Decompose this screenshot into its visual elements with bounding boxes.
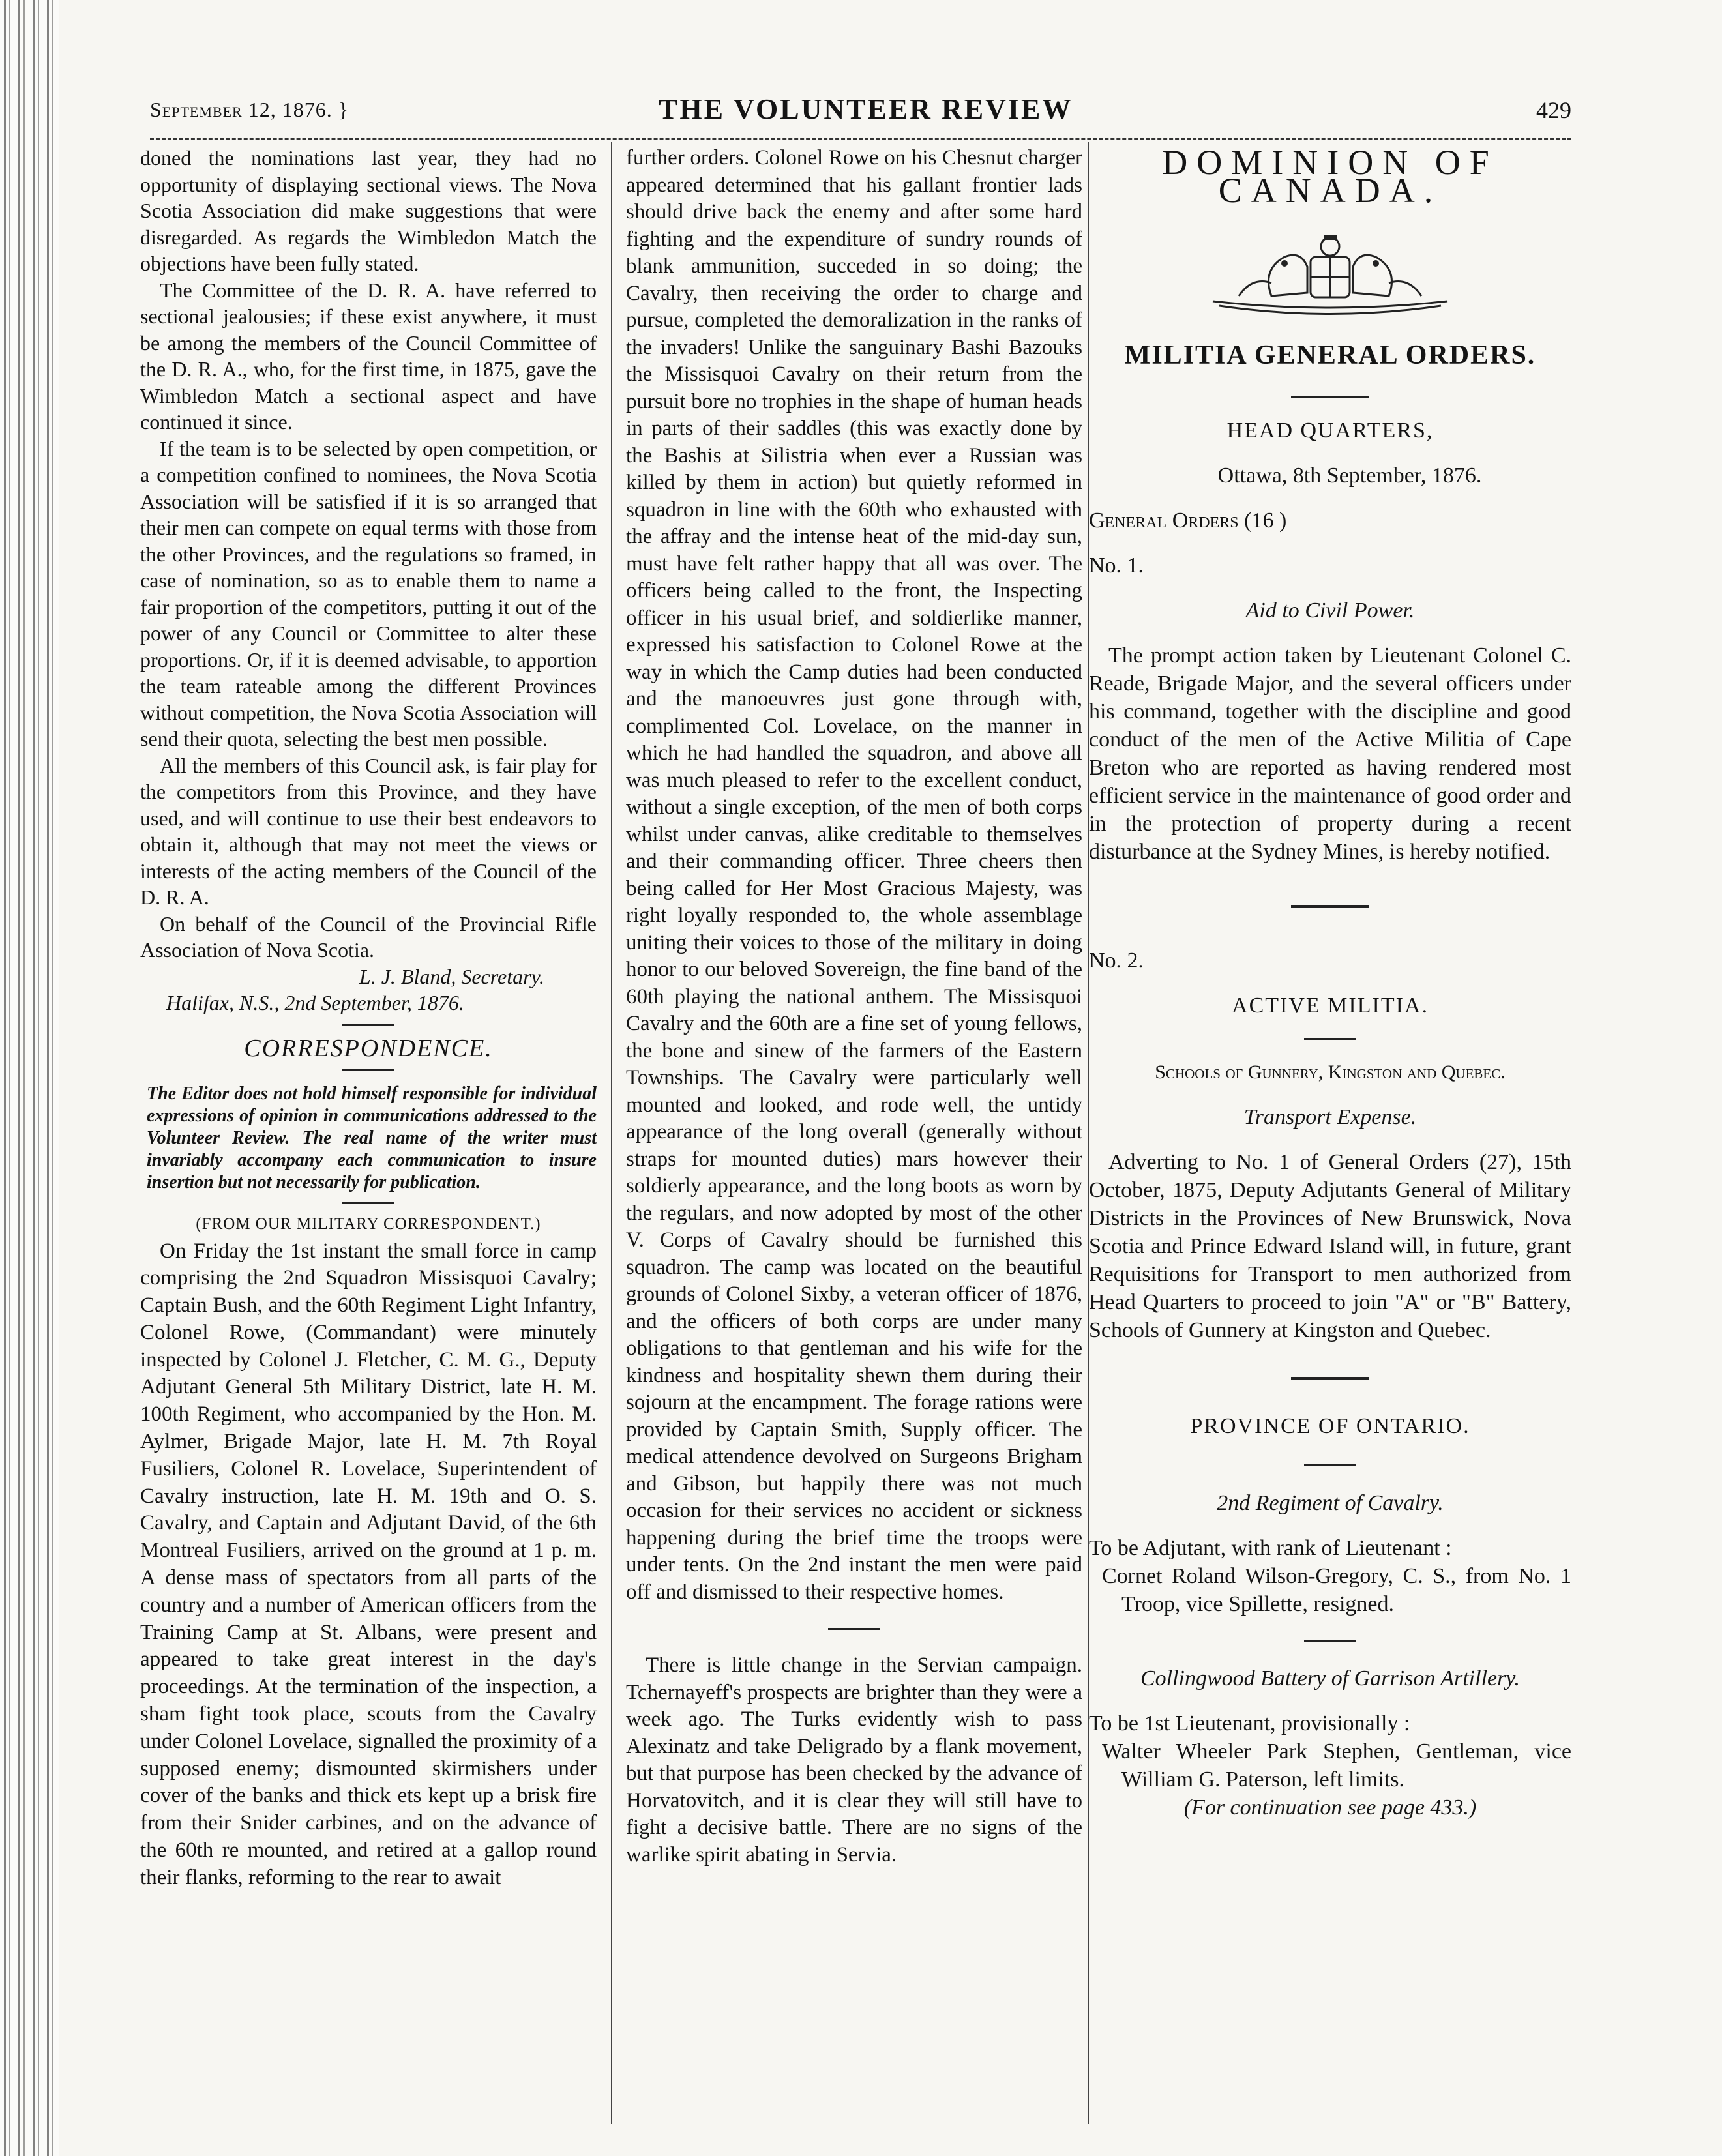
page-number: 429 (1536, 97, 1571, 123)
paragraph: There is little change in the Servian campaign. Tchernayeff's prospects are brighter than they were a week ago. The Turks evidently wish to pass Alexinatz and take Deligrado by a flank movement, but that purpose has been checked by the advance of Horvatovitch, and it is clear they will still have to fight a decisive battle. There are no signs of the warlike spirit abating in Servia. (626, 1653, 1082, 1867)
paragraph: On behalf of the Council of the Provincial Rifle Association of Nova Scotia. (140, 911, 597, 962)
head-quarters: HEAD QUARTERS, (1226, 419, 1434, 443)
appointment-name: Cornet Roland Wilson-Gregory, C. S., from No. 1 Troop, vice Spillette, resigned. (1102, 1564, 1571, 1616)
editor-note: The Editor does not hold himself responsible for individual expressions of opinion in communications addressed to the Volunteer Review. The real name of the writer must invariably accompany each communication to insure insertion but not necessarily for publication. (147, 1084, 597, 1192)
column-1 (140, 145, 597, 1892)
issue-date: September 12, 1876. } (150, 98, 349, 121)
hq-date: Ottawa, 8th September, 1876. (1217, 464, 1482, 488)
paragraph: If the team is to be selected by open competition, or a competition confined to nominees, the Nova Scotia Association will be satisfied if it is so arranged that their men can compete on equal terms with those from the other Provinces, and the regulations so framed, in case of nomination, so as to enable them to name a fair proportion of the competitors, putting it out of the power of any Council or Committee to alter these proportions. Or, if it is deemed advisable, to apportion the team rateable among the different Provinces without competition, the Nova Scotia Association will send their quota, selecting the best men possible. (140, 436, 597, 750)
page-binding-edge (0, 0, 59, 2156)
byline: (FROM OUR MILITARY CORRESPONDENT.) (196, 1215, 541, 1233)
section-rule (1304, 1640, 1356, 1642)
paragraph: further orders. Colonel Rowe on his Chesnut charger appeared determined that his gallant frontier lads should drive back the enemy and after some hard fighting and the expenditure of sundry rounds of blank ammunition, succeded in so doing; the Cavalry, then receiving the order to charge and pursue, completed the demoralization in the ranks of the invaders! Unlike the sanguinary Bashi Bazouks the Missisquoi Cavalry on their return from the pursuit bore no trophies in the shape of human heads in parts of their saddles (this was exactly done by the Bashis at Silistria when ever a Russian was killed by them in action) but quietly reformed in squadron in line with the 60th who exhausted with the affray and the intense heat of the mid-day sun, must have felt rather happy that all was over. The officers being called to the front, the Inspecting officer in his usual brief, and soldierlike manner, expressed his satisfaction to Colonel Rowe at the way in which the Camp duties had been conducted and the manoeuvres just gone through with, complimented Col. Lovelace, on the manner in which he had handled the squadron, and above all was much pleased to refer to the excellent conduct, without a single exception, of the men of both corps whilst under canvas, alike creditable to themselves and their commanding officer. Three cheers then being called for Her Most Gracious Majesty, was right loyally responded to, the whole assemblage uniting their voices to those of the military in doing honor to our beloved Sovereign, the fine band of the 60th playing the national anthem. The Missisquoi Cavalry and the 60th are a fine set of young fellows, the bone and sinew of the farmers of the Eastern Townships. The Cavalry were particularly well mounted and looked, and rode well, the untidy appearance of the long overall (generally without straps for mounted duties) mars however their soldierly appearance, and the long boots as worn by the regulars, and now adopted by most of the other V. Corps of Cavalry should be furnished this squadron. The camp was located on the beautiful grounds of Colonel Sixby, a veteran officer of 1876, and the officers of both corps are under many obligations to that gentleman and his wife for the kindness and hospitality shewn them during their sojourn at the encampment. The forage rations were provided by Captain Smith, Supply officer. The medical attendence devolved on Surgeons Brigham and Gibson, but happily there was not much occasion for their services no accident or sickness happening during the brief time the troops were under tents. On the 2nd instant the men were paid off and dismissed to their respective homes. (626, 146, 1082, 1604)
newspaper-title: THE VOLUNTEER REVIEW (659, 93, 1073, 125)
transport-heading: Transport Expense. (1243, 1105, 1417, 1129)
province-heading: PROVINCE OF ONTARIO. (1190, 1414, 1470, 1438)
battery-heading: Collingwood Battery of Garrison Artillery. (1140, 1666, 1521, 1691)
order-text: The prompt action taken by Lieutenant Colonel C. Reade, Brigade Major, and the several officers under his command, together with the discipline and good conduct of the men of the Active Militia of Cape Breton who are reported as having rendered most efficient service in the maintenance of good order and in the protection of property during a recent disturbance at the Sydney Mines, is hereby notified. (1089, 643, 1571, 864)
section-heading: CORRESPONDENCE. (244, 1034, 493, 1062)
section-rule (828, 1628, 880, 1630)
appointment-name: Walter Wheeler Park Stephen, Gentleman, vice William G. Paterson, left limits. (1102, 1739, 1571, 1792)
active-militia-heading: ACTIVE MILITIA. (1232, 994, 1429, 1018)
place-date: Halifax, N.S., 2nd September, 1876. (166, 991, 464, 1014)
order-text: Adverting to No. 1 of General Orders (27), 15th October, 1875, Deputy Adjutants General of Military Districts in the Provinces of New Brunswick, Nova Scotia and Prince Edward Island will, in future, grant Requisitions for Transport to men authorized from Head Quarters to proceed to join "A" or "B" Battery, Schools of Gunnery at Kingston and Quebec. (1089, 1150, 1571, 1342)
page-header (150, 93, 1571, 132)
section-rule (342, 1024, 394, 1026)
section-rule (1304, 1464, 1356, 1466)
royal-coat-of-arms-icon (1200, 231, 1461, 316)
section-rule (1291, 1377, 1369, 1380)
regiment-heading: 2nd Regiment of Cavalry. (1217, 1491, 1444, 1515)
section-rule (342, 1202, 394, 1204)
dominion-title: DOMINION OF CANADA. (1162, 143, 1498, 210)
order-number: No. 1. (1089, 554, 1144, 578)
militia-general-orders-heading: MILITIA GENERAL ORDERS. (1124, 340, 1536, 370)
schools-heading: Schools of Gunnery, Kingston and Quebec. (1155, 1061, 1506, 1083)
general-orders-label: General Orders (16 ) (1089, 509, 1287, 533)
section-rule (342, 1069, 394, 1071)
signature: L. J. Bland, Secretary. (359, 964, 544, 988)
paragraph: All the members of this Council ask, is fair play for the competitors from this Province, and they have used, and will continue to use their best endeavors to obtain it, although that may not meet the views or interests of the acting members of the Council of the D. R. A. (140, 753, 597, 909)
appointment-line: To be 1st Lieutenant, provisionally : (1089, 1711, 1410, 1735)
paragraph: On Friday the 1st instant the small force in camp comprising the 2nd Squadron Missisquoi Cavalry; Captain Bush, and the 60th Regiment Light Infantry, Colonel Rowe, (Commandant) were minutely inspected by Colonel J. Fletcher, C. M. G., Deputy Adjutant General 5th Military District, late H. M. 100th Regiment, who accompanied by the Hon. M. Aylmer, Brigade Major, late H. M. 7th Royal Fusiliers, Colonel R. Lovelace, Superintendent of Cavalry instruction, late H. M. 19th and O. S. Cavalry, and Captain and Adjutant David, of the 6th Montreal Fusiliers, arrived on the ground at 1 p. m. A dense mass of spectators from all parts of the country and a number of American officers from the Training Camp at St. Albans, were present and appeared to take great interest in the day's proceedings. At the termination of the inspection, a sham fight took place, scouts from the Cavalry under Colonel Lovelace, signalled the proximity of a supposed enemy; dismounted skirmishers under cover of the banks and thick ets kept up a brisk fire from their Snider carbines, and on the advance of the 60th re mounted, and retired at a gallop round their flanks, reforming to the rear to await (140, 1239, 597, 1889)
paragraph: The Committee of the D. R. A. have referred to sectional jealousies; if these exist anywhere, it must be among the members of the Council Committee of the D. R. A., who, for the first time, in 1875, gave the Wimbledon Match a sectional aspect and have continued it since. (140, 278, 597, 434)
column-divider (611, 142, 612, 2124)
header-rule (150, 138, 1571, 140)
section-rule (1291, 396, 1369, 398)
paragraph: doned the nominations last year, they had no opportunity of displaying sectional views. The Nova Scotia Association did make suggestions that were disregarded. As regards the Wimbledon Match the objections have been fully stated. (140, 146, 597, 275)
order-number: No. 2. (1089, 949, 1144, 973)
column-2 (626, 145, 1082, 1868)
continuation-note: (For continuation see page 433.) (1183, 1795, 1477, 1820)
section-rule (1304, 1038, 1356, 1040)
section-rule (1291, 905, 1369, 908)
appointment-line: To be Adjutant, with rank of Lieutenant : (1089, 1536, 1452, 1560)
order-title: Aid to Civil Power. (1245, 598, 1415, 623)
column-3 (1089, 145, 1571, 1822)
